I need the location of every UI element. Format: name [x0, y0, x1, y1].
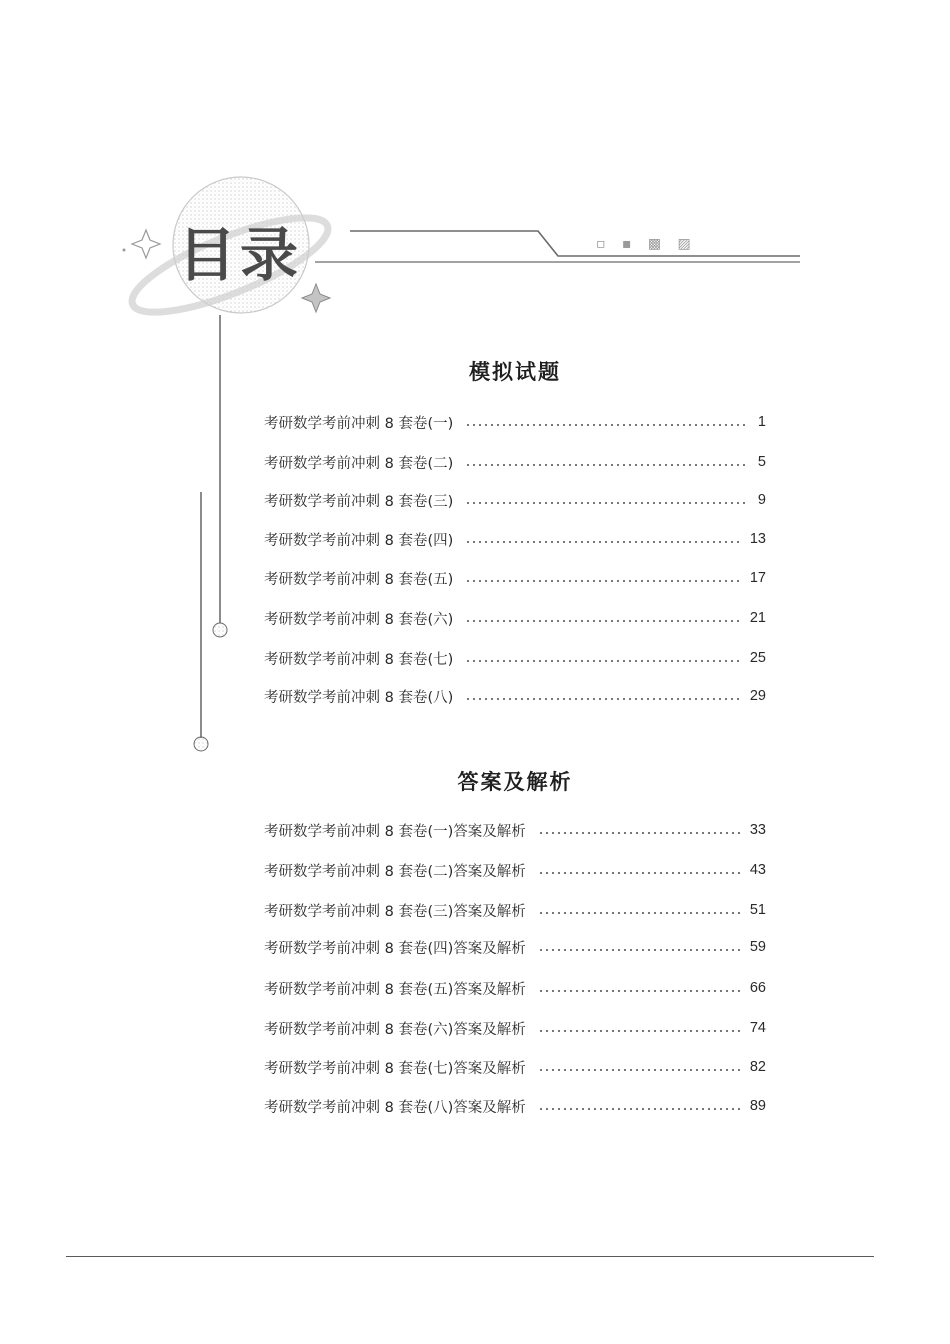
section-title-mock-exams: 模拟试题	[469, 360, 561, 384]
toc-entry-page: 17	[749, 570, 766, 586]
sparkle-left-icon	[132, 230, 160, 258]
dot-leader	[538, 1108, 742, 1110]
page-title: 目录	[178, 221, 303, 289]
toc-entry[interactable]	[264, 410, 766, 434]
dot-leader	[465, 660, 742, 662]
toc-entry-label: 考研数学考前冲刺 8 套卷(一)答案及解析	[264, 823, 526, 840]
toc-entry-page: 82	[749, 1059, 766, 1075]
toc-entry-label: 考研数学考前冲刺 8 套卷(二)	[264, 455, 454, 472]
toc-entry-label: 考研数学考前冲刺 8 套卷(五)	[264, 571, 454, 588]
toc-entry-page: 89	[749, 1098, 766, 1114]
toc-entry[interactable]	[264, 527, 766, 551]
toc-entry[interactable]	[264, 818, 766, 842]
toc-entry-label: 考研数学考前冲刺 8 套卷(六)	[264, 611, 454, 628]
rail-bead-upper	[213, 623, 227, 637]
toc-entry-page: 21	[749, 610, 766, 626]
toc-entry[interactable]	[264, 606, 766, 630]
toc-entry-page: 5	[757, 454, 766, 470]
dot-leader	[465, 580, 742, 582]
toc-entry-label: 考研数学考前冲刺 8 套卷(四)	[264, 532, 454, 549]
toc-entry-label: 考研数学考前冲刺 8 套卷(四)答案及解析	[264, 940, 526, 957]
dot-leader	[538, 1030, 742, 1032]
dot-leader	[538, 1069, 742, 1071]
dot-leader	[465, 698, 742, 700]
toc-entry-page: 13	[749, 531, 766, 547]
header-corner-marks: ▫ ▪ ▩ ▨	[596, 236, 697, 252]
toc-entry[interactable]	[264, 935, 766, 959]
toc-entry[interactable]	[264, 684, 766, 708]
toc-entry[interactable]	[264, 566, 766, 590]
toc-entry-label: 考研数学考前冲刺 8 套卷(七)答案及解析	[264, 1060, 526, 1077]
section-title-answers: 答案及解析	[457, 770, 573, 794]
toc-entry[interactable]	[264, 646, 766, 670]
toc-entry[interactable]	[264, 976, 766, 1000]
toc-entry-page: 25	[749, 650, 766, 666]
dot-leader	[538, 912, 742, 914]
rail-bead-lower	[194, 737, 208, 751]
toc-entry-label: 考研数学考前冲刺 8 套卷(三)答案及解析	[264, 903, 526, 920]
toc-entry[interactable]	[264, 1055, 766, 1079]
toc-entry-label: 考研数学考前冲刺 8 套卷(八)答案及解析	[264, 1099, 526, 1116]
toc-entry[interactable]	[264, 488, 766, 512]
dot-leader	[465, 541, 742, 543]
dot-leader	[538, 872, 742, 874]
dot-leader	[465, 424, 746, 426]
toc-entry[interactable]	[264, 1016, 766, 1040]
toc-entry-label: 考研数学考前冲刺 8 套卷(一)	[264, 415, 454, 432]
toc-entry[interactable]	[264, 858, 766, 882]
toc-entry-page: 29	[749, 688, 766, 704]
toc-entry-label: 考研数学考前冲刺 8 套卷(五)答案及解析	[264, 981, 526, 998]
toc-entry-label: 考研数学考前冲刺 8 套卷(六)答案及解析	[264, 1021, 526, 1038]
dot-leader	[465, 620, 742, 622]
dot-leader	[538, 949, 742, 951]
toc-entry-page: 43	[749, 862, 766, 878]
toc-entry-label: 考研数学考前冲刺 8 套卷(二)答案及解析	[264, 863, 526, 880]
dot-leader	[538, 990, 742, 992]
toc-entry-page: 59	[749, 939, 766, 955]
toc-entry-page: 51	[749, 902, 766, 918]
toc-entry-page: 9	[757, 492, 766, 508]
toc-entry-label: 考研数学考前冲刺 8 套卷(三)	[264, 493, 454, 510]
dot-leader	[538, 832, 742, 834]
toc-entry-page: 33	[749, 822, 766, 838]
toc-entry-page: 1	[757, 414, 766, 430]
toc-entry[interactable]	[264, 450, 766, 474]
toc-entry-page: 74	[749, 1020, 766, 1036]
toc-entry[interactable]	[264, 1094, 766, 1118]
toc-entry[interactable]	[264, 898, 766, 922]
dot-leader	[465, 464, 746, 466]
sparkle-right-icon	[302, 284, 330, 312]
toc-entry-page: 66	[749, 980, 766, 996]
bottom-rule	[66, 1256, 874, 1257]
toc-entry-label: 考研数学考前冲刺 8 套卷(八)	[264, 689, 454, 706]
toc-entry-label: 考研数学考前冲刺 8 套卷(七)	[264, 651, 454, 668]
header-rule-upper	[350, 231, 800, 256]
dot-leader	[465, 502, 746, 504]
